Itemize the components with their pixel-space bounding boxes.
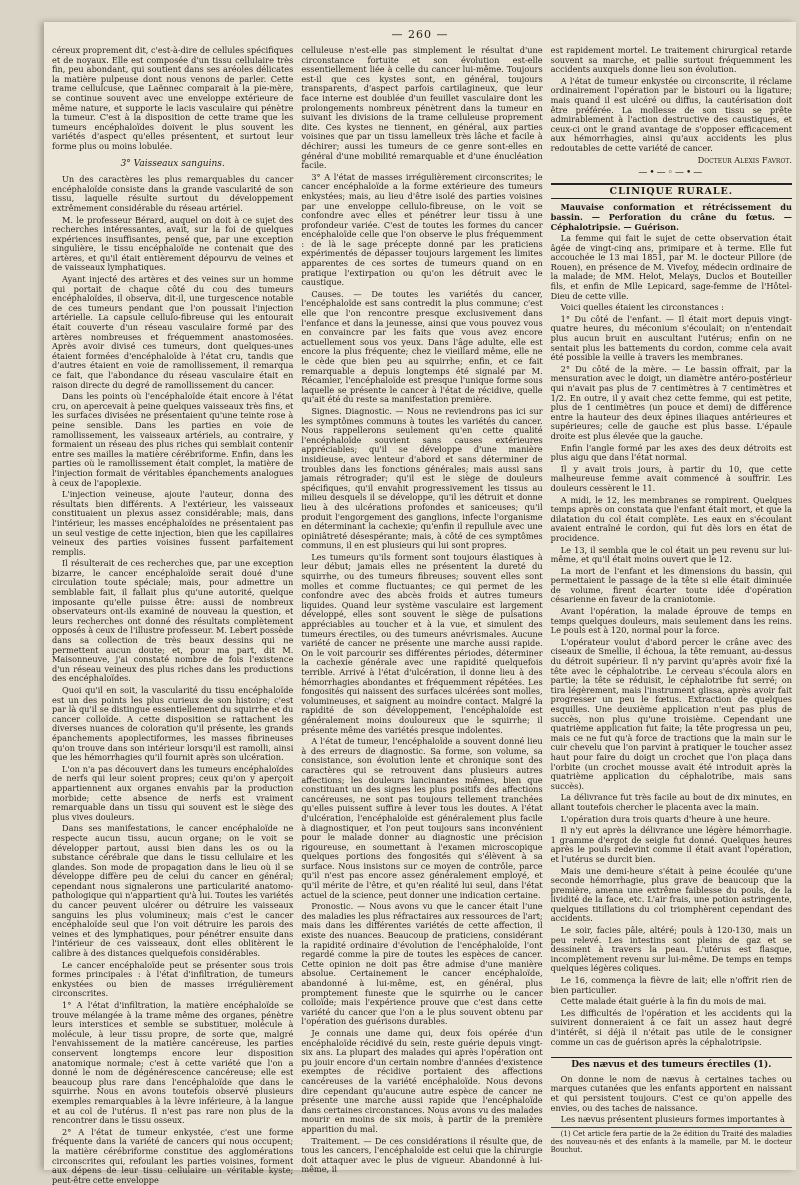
paragraph: 2° A l'état de tumeur enkystée, c'est une forme fréquente dans la variété de cancers qui nous occupent; la matière cérébriforme constitue des agglomérations circonscrites qui, refoulant les parties voisines, forment aux dépens de leur tissu cellulaire un véritable kyste; peut-être cette enveloppe	[52, 1126, 294, 1185]
paragraph: Ayant injecté des artères et des veines sur un homme qui portait de chaque côté du cou des tumeurs encéphaloïdes, il observa, dit-il, une turgescence notable de ces tumeurs pendant que l'on poussait l'injection artérielle. La capsule cellulo-fibreuse qui les entourait était couverte d'un réseau vasculaire formé par des artères nombreuses et fréquemment anastomosées. Après avoir divisé ces tumeurs, dont quelques-unes étaient formées d'encéphaloïde à l'état cru, tandis que d'autres étaient en voie de ramollissement, il remarqua ce fait, que l'abondance du réseau vasculaire était en raison directe du degré de ramollissement du cancer.	[52, 274, 294, 390]
paragraph: céreux proprement dit, c'est-à-dire de cellules spécifiques et de noyaux. Elle est composée d'un tissu cellulaire très fin, peu abondant, qui soutient dans ses aréoles délicates la matière pulpeuse dont nous venons de parler. Cette trame cellulcuse, que Laënnec comparait à la pie-mère, se continue souvent avec une enveloppe extérieure de même nature, et supporte le lacis vasculaire qui pénètre la tumeur. C'est à la disposition de cette trame que les tumeurs encéphaloïdes doivent le plus souvent les variétés d'aspect qu'elles présentent, et surtout leur forme plus ou moins lobulée.	[52, 45, 294, 151]
paragraph: L'injection veineuse, ajoute l'auteur, donna des résultats bien différents. A l'extérieur, les vaisseaux constituaient un plexus assez considérable; mais, dans l'intérieur, les masses encéphaloïdes ne présentaient pas un seul vestige de cette injection, bien que les capillaires veineux des parties voisines fussent parfaitement remplis.	[52, 489, 294, 557]
paragraph: Pronostic. — Nous avons vu que le cancer était l'une des maladies les plus réfractaires aux ressources de l'art; mais dans les différentes variétés de cette affection, il existe des nuances. Beaucoup de praticiens, considérant la rapidité ordinaire d'évolution de l'encéphaloïde, l'ont regardé comme la pire de toutes les espèces de cancer. Cette opinion ne doit pas être admise d'une manière absolue. Certainement le cancer encéphaloïde, abandonné à lui-même, est, en général, plus promptement funeste que le squirrhe ou le cancer colloïde; mais l'expérience prouve que c'est dans cette variété du cancer que l'on a le plus souvent obtenu par l'opération des guérisons durables.	[301, 901, 543, 1027]
columns	[52, 45, 792, 1185]
paragraph: Cette malade était guérie à la fin du mois de mai.	[560, 996, 767, 1007]
paragraph: Voici quelles étaient les circonstances :	[560, 302, 724, 313]
paragraph: L'opérateur voulut d'abord percer le crâne avec des ciseaux de Smellie, il échoua, la tête remuant, au-dessus du détroit supérieur. Il n'y parvint qu'après avoir fixé la tête avec le céphalotribe. Le cerveau s'écoula alors en partie; la tête se réduisit, le céphalotribe fut serré; on tira légèrement, mais l'instrument glissa, après avoir fait progresser un peu le fœtus. Extraction de quelques esquilles. Une deuxième application n'eut pas plus de succès, non plus qu'une troisième. Cependant une quatrième application fut faite; la tête progressa un peu, mais ce ne fut qu'à force de tractions que la main sur le cuir chevelu que l'on parvint à pratiquer le toucher assez haut pour faire du doigt un crochet que l'on plaça dans l'orbite (un crochet mousse avait été introduit après la quatrième application du céphalotribe, mais sans succès).	[550, 636, 792, 791]
author-signature: Docteur Alexis Favrot.	[697, 154, 792, 165]
section-title: 3° Vaisseaux sanguins.	[120, 158, 225, 169]
paragraph: Mais une demi-heure s'était à peine écoulée qu'une seconde hémorrhagie, plus grave de beaucoup que la première, amena une extrême faiblesse du pouls, de la lividité de la face, etc. L'air frais, une potion astringente, quelques titillations du col triomphèrent cependant des accidents.	[550, 865, 792, 924]
paragraph: Il n'y eut après la délivrance une légère hémorrhagie. 1 gramme d'ergot de seigle fut donné. Quelques heures après le pouls redevint comme il était avant l'opération, et l'utérus se durcit bien.	[550, 825, 792, 864]
column-2	[301, 45, 543, 1175]
paragraph: Il y avait trois jours, à partir du 10, que cette malheureuse femme avait commencé à souffrir. Les douleurs cessèrent le 11.	[550, 463, 792, 493]
paragraph: Il résulterait de ces recherches que, par une exception bizarre, le cancer encéphaloïde serait doué d'une circulation toute spéciale; mais, pour admettre un semblable fait, il fallait plus qu'une autorité, quelque imposante qu'elle puisse être: aussi de nombreux observateurs ont-ils examiné de nouveau la question, et leurs recherches ont donné des résultats complètement opposés à ceux de l'illustre professeur. M. Lebert possède dans sa collection de très beaux dessins qui ne permettent aucun doute; et, pour ma part, dit M. Maisonneuve, j'ai constaté nombre de fois l'existence d'un réseau veineux des plus riches dans les productions des encéphaloïdes.	[52, 558, 294, 684]
paragraph: La femme qui fait le sujet de cette observation était âgée de vingt-cinq ans, primipare et à terme. Elle fut accouchée le 13 mai 1851, par M. le docteur Pillore (de Rouen), en présence de M. Vivefoy, médecin ordinaire de la malade; de MM. Helot, Melays, Duclos et Bouteiller fils, et enfin de Mlle Lepicard, sage-femme de l'Hôtel-Dieu de cette ville.	[550, 233, 792, 301]
paragraph: Le 13, il sembla que le col était un peu revenu sur lui-même, et qu'il était moins ouvert que le 12.	[550, 544, 792, 565]
paragraph: Le cancer encéphaloïde peut se présenter sous trois formes principales : à l'état d'infiltration, de tumeurs enkystées ou bien de masses irrégulièrement circonscrites.	[52, 959, 294, 999]
paragraph: Je connais une dame qui, deux fois opérée d'un encéphaloïde récidivé du sein, reste guérie depuis vingt-six ans. La plupart des malades qui après l'opération ont pu jouir encore d'un certain nombre d'années d'existence exemptes de récidive portaient des affections cancéreuses de la variété encéphaloïde. Nous devons dire cependant qu'aucune autre espèce de cancer ne présente une marche aussi rapide que l'encéphaloïde dans certaines circonstances. Nous avons vu des malades mourir en moins de six mois, à partir de la première apparition du mal.	[301, 1027, 543, 1134]
paragraph: A l'état de tumeur, l'encéphaloïde a souvent donné lieu à des erreurs de diagnostic. Sa forme, son volume, sa consistance, son évolution lente et chronique sont des caractères qui se retrouvent dans plusieurs autres affections; les douleurs lancinantes mêmes, bien que constituant un des signes les plus positifs des affections cancéreuses, ne sont pas toujours tellement tranchées qu'elles puissent suffire à lever tous les doutes. A l'état d'ulcération, l'encéphaloïde est généralement plus facile à diagnostiquer, et l'on peut toujours sans inconvénient pour le malade donner au diagnostic une précision rigoureuse, en soumettant à l'examen microscopique quelques portions des fongosités qui s'élèvent à sa surface. Nous insistons sur ce moyen de contrôle, parce qu'il n'est pas encore assez généralement employé, et qu'il mérite de l'être, et qu'en réalité lui seul, dans l'état actuel de la science, peut donner une indication certaine.	[301, 736, 543, 900]
article-heading: Des nævus et des tumeurs érectiles (1).	[551, 1057, 792, 1071]
paragraph: Les tumeurs qu'ils forment sont toujours élastiques à leur début; jamais elles ne présentent la dureté du squirrhe, ou des tumeurs fibreuses; souvent elles sont molles et comme fluctuantes; ce qui permet de les confondre avec des abcès froids et autres tumeurs liquides. Quand leur système vasculaire est largement développé, elles sont souvent le siège de pulsations appréciables au toucher et à la vue, et simulent des tumeurs érectiles, ou des tumeurs anévrismales. Aucune variété de cancer ne présente une marche aussi rapide. On le voit parcourir ses différentes périodes, déterminer la cachexie générale avec une rapidité quelquefois terrible. Arrivé à l'état d'ulcération, il donne lieu à des hémorrhagies abondantes et fréquemment répétées. Les fongosités qui naissent des surfaces ulcérées sont molles, volumineuses, et saignent au moindre contact. Malgré la rapidité de son développement, l'encéphaloïde est généralement moins douloureux que le squirrhe; il présente même des variétés presque indolentes.	[301, 551, 543, 735]
paragraph: Avant l'opération, la malade éprouve de temps en temps quelques douleurs, mais seulement dans les reins. Le pouls est à 120, normal pour la force.	[550, 606, 792, 636]
clinic-subheading: Mauvaise conformation et rétrécissement du bassin. — Perforation du crâne du fœtus. — Céphalotripsie. — Guérison.	[550, 202, 792, 232]
paragraph: M. le professeur Bérard, auquel on doit à ce sujet des recherches intéressantes, avait, sur la foi de quelques expériences insuffisantes, pensé que, par une exception singulière, le tissu encéphaloïde ne contenait que des artères, et qu'il était entièrement dépourvu de veines et de vaisseaux lymphatiques.	[52, 214, 294, 273]
paragraph: Quoi qu'il en soit, la vascularité du tissu encéphaloïde est un des points les plus curieux de son histoire; c'est par là qu'il se distingue essentiellement du squirrhe et du cancer colloïde. A cette disposition se rattachent les diverses nuances de coloration qu'il présente, les grands épanchements apoplectiformes, les masses fibrineuses qu'on trouve dans son intérieur lorsqu'il est ramolli, ainsi que les hémorrhagies qu'il fournit après son ulcération.	[52, 685, 294, 763]
ornament-divider: —•—◦—•—	[638, 168, 705, 179]
paragraph: A l'état de tumeur enkystée ou circonscrite, il réclame ordinairement l'opération par le bistouri ou la ligature; mais quand il est ulcéré ou diffus, la cautérisation doit être préférée. La mollesse de son tissu se prête admirablement à l'action destructive des caustiques, et ceux-ci ont le grand avantage de s'opposer efficacement aux hémorrhagies, ainsi qu'aux accidents les plus redoutables de cette variété de cancer.	[550, 75, 792, 153]
paragraph: 1° Du côté de l'enfant. — Il était mort depuis vingt-quatre heures, du méconium s'écoulait; on n'entendait plus aucun bruit en auscultant l'utérus; enfin on ne sentait plus les battements du cordon, comme cela avait été possible la veille à travers les membranes.	[550, 313, 792, 363]
paragraph: On donne le nom de nævus à certaines taches ou marques cutanées que les enfants apportent en naissant et qui persistent toujours. C'est ce qu'on appelle des envies, ou des taches de naissance.	[550, 1073, 792, 1113]
column-3	[551, 46, 792, 1164]
paragraph: Le 16, commença la fièvre de lait; elle n'offrit rien de bien particulier.	[550, 975, 792, 995]
paragraph: est rapidement mortel. Le traitement chirurgical retarde souvent sa marche, et pallie surtout fréquemment les accidents auxquels donne lieu son évolution.	[550, 45, 792, 75]
column-1	[52, 45, 294, 1185]
paragraph: 1° A l'état d'infiltration, la matière encéphaloïde se trouve mélangée à la trame même des organes, pénètre leurs interstices et semble se substituer, molécule à molécule, à leur tissu propre, de sorte que, malgré l'envahissement de la matière cancéreuse, les parties conservent longtemps encore leur disposition anatomique normale; c'est à cette variété que l'on a donné le nom de dégénérescence cancéreuse; elle est beaucoup plus rare dans l'encéphaloïde que dans le squirrhe. Nous en avons toutefois observé plusieurs exemples remarquables à la lèvre inférieure, à la langue et au col de l'utérus. Il n'est pas rare non plus de la rencontrer dans le tissu osseux.	[52, 1000, 294, 1126]
paragraph: Les nævus présentent plusieurs formes importantes à	[560, 1114, 785, 1125]
paragraph: Les difficultés de l'opération et les accidents qui la suivirent donneraient à ce fait un assez haut degré d'intérêt, si déjà il n'était pas utile de le consigner comme un cas de guérison après la céphalotripsie.	[550, 1007, 792, 1047]
paragraph: celluleuse n'est-elle pas simplement le résultat d'une circonstance fortuite et son évolution est-elle essentiellement liée à celle du cancer lui-même. Toujours est-il que ces kystes sont, en général, toujours transparents, d'aspect parfois cartilagineux, que leur face interne est doublée d'un feuillet vasculaire dont les prolongements nombreux pénètrent dans la tumeur en suivant les divisions de la trame celluleuse proprement dite. Ces kystes ne tiennent, en général, aux parties voisines que par un tissu lamelleux très lâche et facile à déchirer; aussi les tumeurs de ce genre sont-elles en général d'une mobilité remarquable et d'une énucléation facile.	[301, 45, 543, 171]
paragraph: L'on n'a pas découvert dans les tumeurs encéphaloïdes de nerfs qui leur soient propres; ceux qu'on y aperçoit appartiennent aux organes envahis par la production morbide; cette absence de nerfs est vraiment remarquable dans un tissu qui souvent est le siège des plus vives douleurs.	[52, 763, 294, 822]
paragraph: 2° Du côté de la mère. — Le bassin offrait, par la mensuration avec le doigt, un diamètre antéro-postérieur qui n'avait pas plus de 7 centimètres à 7 centimètres et 1/2. En outre, il y avait chez cette femme, qui est petite, plus de 1 centimètres (un pouce et demi) de différence entre la hauteur des deux épines iliaques antérieures et supérieures; celle de gauche est plus basse. L'épaule droite est plus élevée que la gauche.	[550, 363, 792, 441]
paragraph: Enfin l'angle formé par les axes des deux détroits est plus aigu que dans l'état normal.	[550, 442, 792, 463]
paragraph: Causes. — De toutes les variétés du cancer, l'encéphaloïde est sans contredit la plus commune; c'est elle que l'on rencontre presque exclusivement dans l'enfance et dans la jeunesse, ainsi que vous pouvez vous en convaincre par les faits que vous avez encore actuellement sous vos yeux. Dans l'âge adulte, elle est encore la plus fréquente; chez le vieillard même, elle ne le cède que bien peu au squirrhe; enfin, et ce fait remarquable a depuis longtemps été signalé par M. Récamier, l'encéphaloïde est presque l'unique forme sous laquelle se présente le cancer à l'état de récidive, quelle qu'ait été du reste sa manifestation première.	[301, 288, 543, 405]
paragraph: A midi, le 12, les membranes se rompirent. Quelques temps après on constata que l'enfant était mort, et que la dilatation du col était complète. Les eaux en s'écoulant avaient entraîné le cordon, qui fut dès lors en état de procidence.	[550, 494, 792, 543]
paragraph: La délivrance fut très facile au bout de dix minutes, en allant toutefois chercher le placenta avec la main.	[550, 792, 792, 812]
newspaper-page	[44, 22, 796, 1185]
clinic-heading: CLINIQUE RURALE.	[551, 183, 792, 200]
paragraph: La mort de l'enfant et les dimensions du bassin, qui permettaient le passage de la tête si elle était diminuée de volume, firent écarter toute idée d'opération césarienne en faveur de la craniotomie.	[550, 565, 792, 605]
footnote: (1) Cet article fera partie de la 2e édition du Traité des maladies des nouveau-nés et des enfants à la mamelle, par M. le docteur Bouchut.	[551, 1127, 792, 1154]
paragraph: 3° A l'état de masses irrégulièrement circonscrites; le cancer encéphaloïde a la forme extérieure des tumeurs enkystées; mais, au lieu d'être isolé des parties voisines par une enveloppe cellulo-fibreuse, on le voit se confondre avec elles et pénétrer leur tissu à une profondeur variée. C'est de toutes les formes du cancer encéphaloïde celle que l'on observe le plus fréquemment : de là le sage précepte donné par les praticiens expérimentés de dépasser toujours largement les limites apparentes de ces sortes de tumeurs quand on en pratique l'extirpation ou qu'on les détruit avec le caustique.	[301, 171, 543, 288]
paragraph: L'opération dura trois quarts d'heure à une heure.	[560, 813, 771, 824]
paragraph: Un des caractères les plus remarquables du cancer encéphaloïde consiste dans la grande vascularité de son tissu, laquelle résulte surtout du développement extrêmement considérable du réseau artériel.	[52, 174, 294, 213]
paragraph: Dans ses manifestations, le cancer encéphaloïde ne respecte aucun tissu, aucun organe; on le voit se développer partout, aussi bien dans les os ou la substance cérébrale que dans le tissu cellulaire et les glandes. Son mode de propagation dans le lieu où il se développe diffère peu de celui du cancer en général; cependant nous signalerons une particularité anatomo-pathologique qui n'appartient qu'à lui. Toutes les variétés du cancer peuvent ulcérer ou détruire les vaisseaux sanguins les plus volumineux; mais c'est le cancer encéphaloïde seul que l'on voit détruire les parois des veines et des lymphatiques, pour pénétrer ensuite dans l'intérieur de ces vaisseaux, dont elles oblitèrent le calibre à des distances quelquefois considérables.	[52, 823, 294, 959]
paragraph: Le soir, facies pâle, altéré; pouls à 120-130, mais un peu relevé. Les intestins sont pleins de gaz et se dessinent à travers la peau. L'utérus est flasque, incomplètement revenu sur lui-même. De temps en temps quelques légères coliques.	[550, 925, 792, 974]
page-number: — 260 —	[391, 28, 449, 41]
paragraph: Signes. Diagnostic. — Nous ne reviendrons pas ici sur les symptômes communs à toutes les variétés du cancer. Nous rappellerons seulement qu'en cette qualité l'encéphaloïde souvient sans causes extérieures appréciables; qu'il se développe d'une manière insidieuse, avec lenteur d'abord et sans déterminer de troubles dans les fonctions générales; mais aussi sans jamais rétrograder; qu'il est le siège de douleurs spécifiques, qu'il envahit progressivement les tissus au milieu desquels il se développe, qu'il les détruit et donne lieu à des ulcérations profondes et saniceuses; qu'il produit l'engorgement des ganglions, infecte l'organisme en déterminant la cachexie; qu'enfin il repullule avec une opiniâtreté désespérante; mais, à côté de ces symptômes communs, il en est plusieurs qui lui sont propres.	[301, 405, 543, 551]
paragraph: Dans les points où l'encéphaloïde était encore à l'état cru, on apercevait à peine quelques vaisseaux très fins, et les surfaces divisées ne présentaient qu'une teinte rose à peine sensible. Dans les parties en voie de ramollissement, les vaisseaux artériels, au contraire, y formaient un réseau des plus riches qui semblait contenir entre ses mailles la matière cérébriforme. Enfin, dans les parties où le ramollissement était complet, la matière de l'injection formait de véritables épanchements analogues à ceux de l'apoplexie.	[52, 391, 294, 488]
paragraph: Traitement. — De ces considérations il résulte que, de tous les cancers, l'encéphaloïde est celui que la chirurgie doit attaquer avec le plus de vigueur. Abandonné à lui-même, il	[301, 1135, 543, 1175]
